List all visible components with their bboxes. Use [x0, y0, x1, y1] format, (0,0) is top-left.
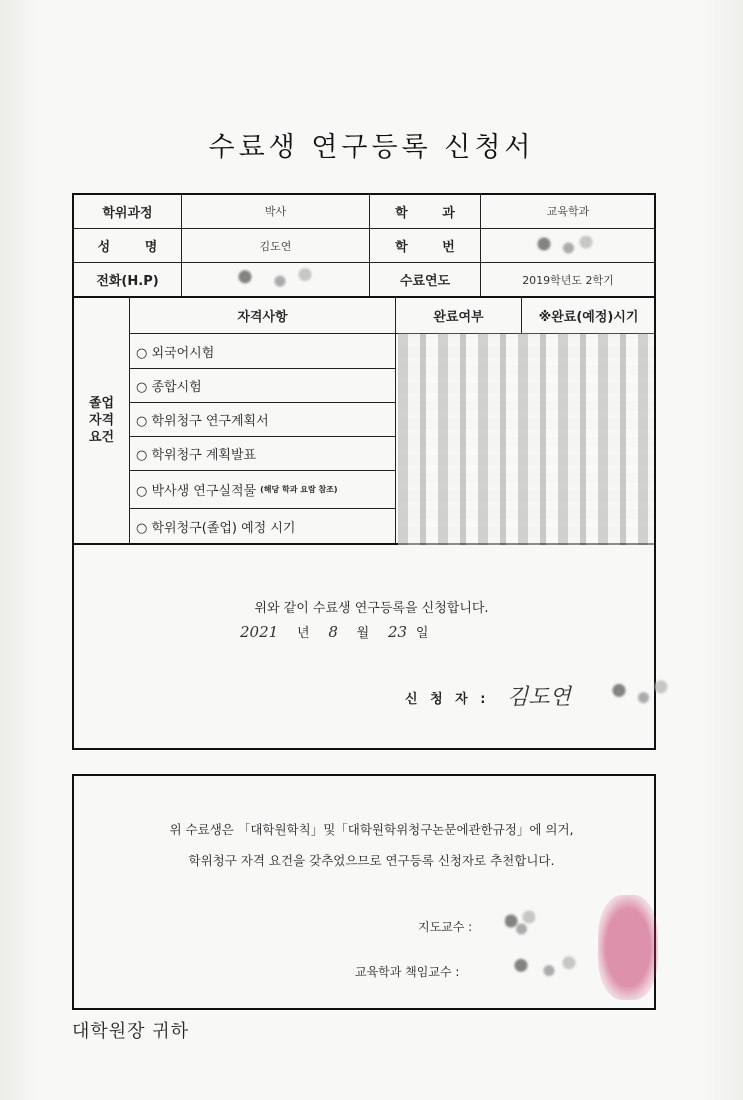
student-id-label: 학 번: [395, 240, 455, 255]
name-label: 성 명: [97, 240, 158, 255]
recommendation-line-1: 위 수료생은 「대학원학칙」및「대학원학위청구논문에관한규정」에 의거,: [169, 822, 574, 837]
date-year: 2021: [240, 623, 279, 641]
dept-value: 교육학과: [546, 205, 590, 218]
dept-label: 학 과: [395, 205, 455, 221]
requirement-research-output: ○ 박사생 연구실적물 (해당 학과 요람 참조): [136, 484, 338, 499]
redacted-phone: [225, 268, 325, 290]
redacted-status-area: [398, 333, 654, 545]
redacted-student-id: [530, 236, 600, 256]
requirement-comprehensive-exam: ○ 종합시험: [136, 380, 202, 395]
year-unit: 년: [296, 626, 310, 641]
name-value: 김도연: [259, 239, 292, 253]
header-completion-status: 완료여부: [433, 309, 484, 325]
completion-value: 2019학년도 2학기: [522, 273, 614, 287]
redacted-chair: [505, 955, 585, 981]
redacted-advisor: [505, 905, 535, 945]
application-date: [240, 622, 428, 641]
date-month: 8: [328, 623, 338, 641]
redacted-seal: [605, 676, 675, 712]
degree-label: 학위과정: [102, 205, 153, 221]
requirement-foreign-language: ○ 외국어시험: [136, 345, 215, 361]
application-statement: 위와 같이 수료생 연구등록을 신청합니다.: [254, 601, 489, 616]
completion-label: 수료연도: [399, 274, 451, 289]
phone-label: 전화(H.P): [96, 274, 159, 289]
graduation-requirements-label: 졸업 자격 요건: [88, 395, 115, 445]
requirement-research-plan: ○ 학위청구 연구계획서: [136, 414, 269, 429]
advisor-label: 지도교수 :: [418, 920, 473, 934]
form-title: 수료생 연구등록 신청서: [208, 132, 535, 163]
requirement-plan-presentation: ○ 학위청구 계획발표: [136, 448, 257, 463]
requirement-expected-graduation: ○ 학위청구(졸업) 예정 시기: [136, 520, 296, 536]
official-seal-stamp: [598, 895, 658, 1000]
date-day: 23: [387, 623, 408, 641]
day-unit: 일: [415, 626, 429, 641]
applicant-label: 신 청 자 :: [405, 692, 486, 707]
header-completion-time: ※완료(예정)시기: [538, 309, 639, 325]
header-qualification: 자격사항: [237, 309, 288, 325]
applicant-signature: 김도연: [507, 685, 571, 710]
addressee: 대학원장 귀하: [72, 1021, 190, 1042]
chair-professor-label: 교육학과 책임교수 :: [355, 965, 460, 979]
month-unit: 월: [356, 626, 370, 641]
recommendation-line-2: 학위청구 자격 요건을 갖추었으므로 연구등록 신청자로 추천합니다.: [188, 853, 555, 868]
degree-value: 박사: [264, 205, 287, 218]
